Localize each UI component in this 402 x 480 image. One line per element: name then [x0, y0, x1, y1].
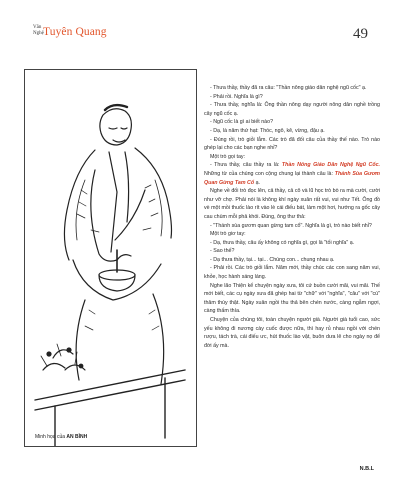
paragraph: - Đúng rồi, trò giỏi lắm. Các trò đã đối câu của thầy thế nào. Trò nào ghép lại cho các bạn nghe nhỉ?	[204, 136, 380, 152]
caption-artist: AN BÌNH	[66, 434, 88, 440]
paragraph: - Dạ, là năm thứ hạt: Thóc, ngô, kê, vừng, đậu ạ.	[210, 127, 325, 134]
story-text	[204, 84, 380, 350]
answer-prefix: - Thưa thầy, câu thầy ra là:	[210, 162, 282, 169]
paragraph: Một trò giơ tay:	[210, 231, 246, 238]
paragraph: Một trò gọi tay:	[210, 153, 246, 160]
paragraph: - Phải rồi. Nghĩa là gì?	[210, 93, 263, 100]
highlight-phrase-1: Thần Nông Giáo Dân Nghệ Ngũ Cốc.	[281, 162, 381, 169]
page-number: 49	[353, 26, 368, 42]
paragraph: - Dạ thưa thầy, tại... tại... Chúng con... chung nhau ạ.	[210, 256, 335, 263]
highlight-phrase-2: Thánh Sùa Gươm Quan Gừng Tam Cổ	[204, 170, 380, 186]
paragraph: - Phải rồi. Các trò giỏi lắm. Năm mới, thầy chúc các con sang năm vui, khỏe, học hành sáng láng.	[204, 265, 380, 281]
answer-middle: Những từ của chúng con cộng chung lại thành câu là:	[204, 170, 335, 177]
ink-drawing-old-man	[25, 70, 197, 447]
paragraph-answer	[204, 161, 380, 187]
answer-suffix: ạ.	[254, 179, 260, 186]
story-illustration	[24, 69, 197, 447]
logo-word-van: Văn	[33, 25, 42, 30]
paragraph: - Sao thế?	[210, 248, 235, 255]
paragraph: - Ngũ cốc là gì ai biết nào?	[210, 119, 274, 126]
logo-title: Tuyên Quang	[43, 26, 107, 38]
paragraph: - Thưa thầy, thầy đã ra câu: "Thần nông giáo dân nghệ ngũ cốc" ạ.	[210, 85, 367, 91]
paragraph: - Thưa thầy, nghĩa là: Ông thần nông dạy người nông dân nghề trồng cây ngũ cốc ạ.	[204, 102, 380, 117]
paragraph: Nghe lão Thiện kể chuyện ngày xưa, tôi cứ buồn cười mãi, vui mãi. Thế mới biết, các cụ ngày xưa đã ghép hai từ "chữ" với "nghĩa", "câu" với "cú" thâm thúy thật. Ngày xuân ngồi thu thả bên chén nước, càng ngẫm ngợi, càng thấm thía.	[204, 282, 380, 315]
logo-word-nghe: Nghệ	[33, 31, 44, 36]
paragraph: - "Thánh sùa gươm quan gừng tam cổ". Nghĩa là gì, trò nào biết nhỉ?	[210, 222, 372, 229]
paragraph: - Dạ, thưa thầy, câu ấy không có nghĩa gì, gọi là "tối nghĩa" ạ.	[210, 239, 355, 246]
author-signature: N.B.L	[359, 466, 374, 472]
illustration-caption	[35, 434, 87, 440]
paragraph: Nghe về đối trò đọc lên, cả thầy, cả cô và lũ học trò bò ra mà cười, cười như vỡ chợ. Phải nói là không khí ngày xuân rất vui, vui như Tết. Ông đồ vè một mồi thuốc lào rít vào lè cái điếu bát, làm một hơi, hướng ra gốc cây cau chùm mỗi phả khói. Đúng, ông thư thả:	[204, 188, 380, 220]
paragraph: Chuyện của chúng tôi, toàn chuyện người già. Người già tuổi cao, sức yếu không đi nương cày cuốc được nữa, thì hay rủ nhau ngồi với chén rượu, tách trà, cái điếu ưc, hút thuốc lào vặt, buôn dưa lê cho ngày nọ để đời ấy mà.	[204, 317, 380, 349]
caption-prefix: Minh họa của	[35, 434, 66, 440]
